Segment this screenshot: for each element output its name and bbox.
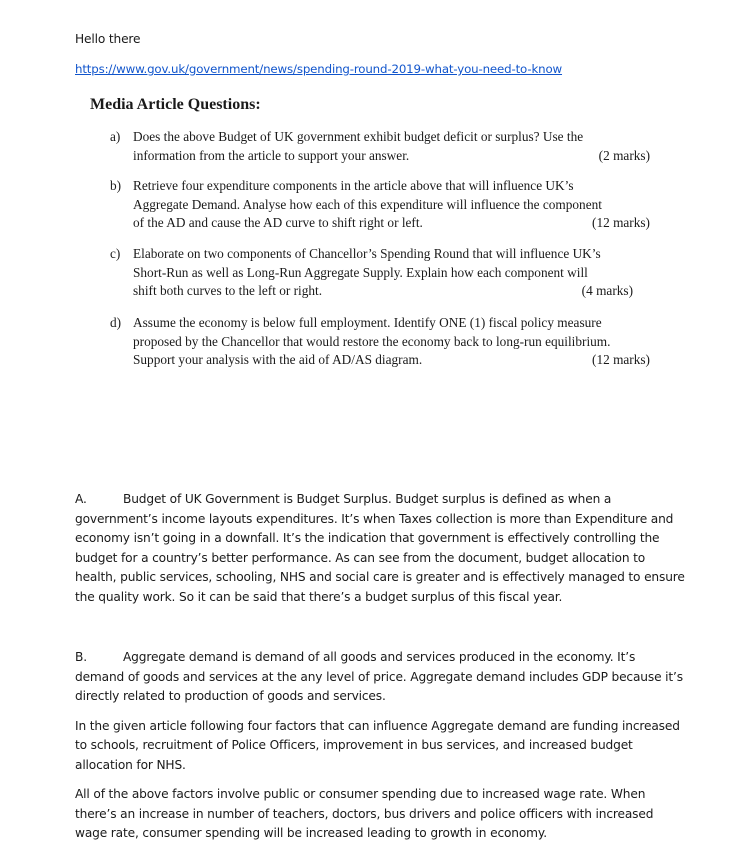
question-marks: (4 marks) xyxy=(581,283,633,299)
question-line: Short-Run as well as Long-Run Aggregate Supply. Explain how each component will xyxy=(133,264,588,280)
question-line: Assume the economy is below full employment. Identify ONE (1) fiscal policy measure xyxy=(133,315,602,330)
answer-b xyxy=(75,648,685,854)
answer-a xyxy=(75,490,685,617)
question-letter: a) xyxy=(110,129,121,144)
question-line: information from the article to support your answer. xyxy=(133,147,410,163)
question-line: proposed by the Chancellor that would restore the economy back to long-run equilibrium. xyxy=(133,333,611,349)
question-letter: c) xyxy=(110,246,121,261)
answer-b-paragraph: All of the above factors involve public or consumer spending due to increased wage rate. When there’s an increase in number of teachers, doctors, bus drivers and police officers with increased wage rate, consumer spending will be increased leading to growth in economy. xyxy=(75,787,654,840)
question-line: Retrieve four expenditure components in the article above that will influence UK’s xyxy=(133,178,574,193)
answer-a-text: Budget of UK Government is Budget Surplus. Budget surplus is defined as when a government’s income layouts expenditures. It’s when Taxes collection is more than Expenditure and economy isn’t going in a downfall. It’s the indication that government is effectively controlling the budget for a country’s better performance. As can see from the document, budget allocation to health, public services, schooling, NHS and social care is greater and is effectively managed to ensure the quality work. So it can be said that there’s a budget surplus of this fiscal year. xyxy=(75,492,685,604)
question-line: Aggregate Demand. Analyse how each of this expenditure will influence the component xyxy=(133,196,602,212)
question-d xyxy=(110,314,650,370)
question-line: shift both curves to the left or right. xyxy=(133,283,323,299)
question-line: Does the above Budget of UK government exhibit budget deficit or surplus? Use the xyxy=(133,129,584,144)
question-a xyxy=(110,128,650,165)
question-line: of the AD and cause the AD curve to shift right or left. xyxy=(133,215,423,231)
article-link[interactable]: https://www.gov.uk/government/news/spending-round-2019-what-you-need-to-know xyxy=(75,62,563,76)
answer-b-paragraph: Aggregate demand is demand of all goods and services produced in the economy. It’s demand of goods and services at the any level of price. Aggregate demand includes GDP because it’s directly related to production of goods and services. xyxy=(75,650,683,703)
question-letter: b) xyxy=(110,178,122,193)
answer-letter: A. xyxy=(75,492,87,506)
question-b xyxy=(110,177,650,233)
greeting-text: Hello there xyxy=(75,32,141,46)
question-line: Elaborate on two components of Chancellor’s Spending Round that will influence UK’s xyxy=(133,246,601,261)
question-marks: (2 marks) xyxy=(598,147,650,163)
answer-b-paragraph: In the given article following four factors that can influence Aggregate demand are funding increased to schools, recruitment of Police Officers, improvement in bus services, and increased budget allocation for NHS. xyxy=(75,718,680,772)
question-line: Support your analysis with the aid of AD/AS diagram. xyxy=(133,352,423,368)
question-letter: d) xyxy=(110,315,122,330)
answer-letter: B. xyxy=(75,650,87,664)
media-questions-title: Media Article Questions: xyxy=(90,96,261,113)
question-marks: (12 marks) xyxy=(592,215,650,231)
question-marks: (12 marks) xyxy=(592,352,650,368)
question-c xyxy=(110,245,650,301)
